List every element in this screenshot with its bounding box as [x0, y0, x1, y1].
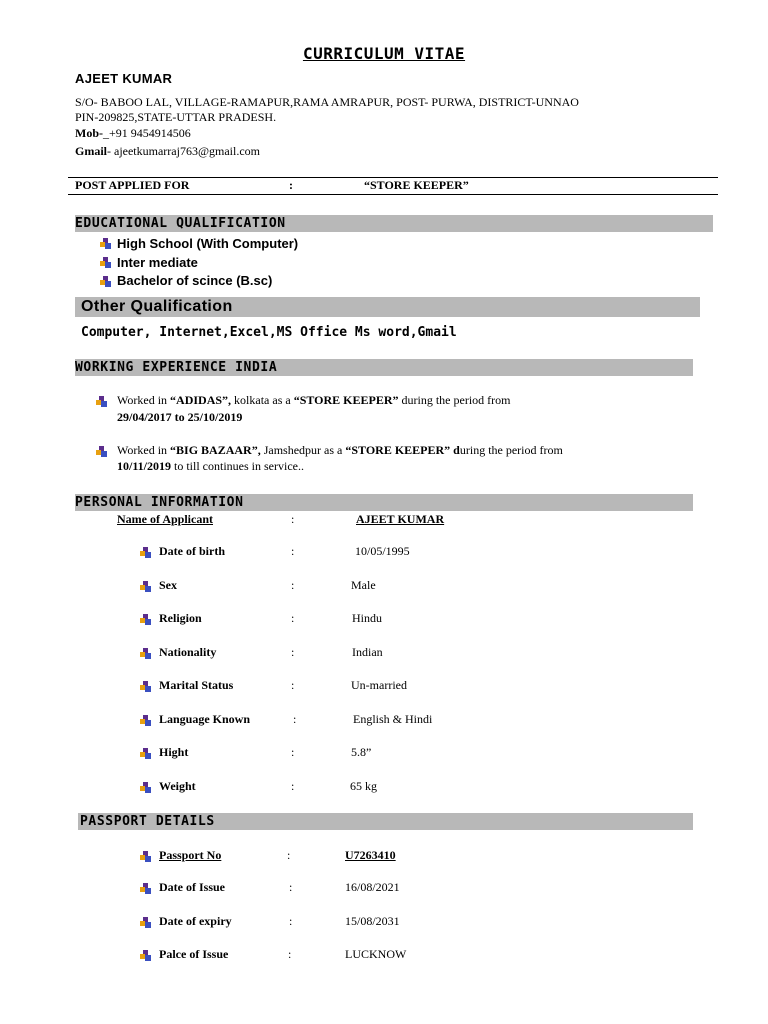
email-label: Gmail: [75, 144, 107, 158]
colon: :: [291, 779, 295, 793]
applicant-name: AJEET KUMAR: [75, 71, 173, 86]
field-value-height: 5.8”: [351, 745, 372, 759]
field-label-date-of-birth: Date of birth: [159, 544, 225, 558]
bullet-icon: [140, 614, 151, 625]
field-label-language-known: Language Known: [159, 712, 251, 726]
address-line-1: S/O- BABOO LAL, VILLAGE-RAMAPUR,RAMA AMRAPUR, POST- PURWA, DISTRICT-UNNAO: [75, 95, 579, 109]
colon: :: [291, 578, 295, 592]
field-value-date-of-birth: 10/05/1995: [355, 544, 410, 558]
field-label-nationality: Nationality: [159, 645, 217, 659]
field-label-date-of-expiry: Date of expiry: [159, 914, 232, 928]
experience-item-line1: [117, 443, 563, 458]
passport-heading: PASSPORT DETAILS: [80, 814, 215, 829]
field-value-date-of-expiry: 15/08/2031: [345, 914, 400, 928]
mobile-line: [75, 126, 191, 141]
field-value-language-known: English & Hindi: [353, 712, 433, 726]
colon: :: [291, 645, 295, 659]
colon: :: [293, 712, 297, 726]
field-label-date-of-issue: Date of Issue: [159, 880, 225, 894]
post-value: “STORE KEEPER”: [364, 178, 469, 192]
mobile-label: Mob-: [75, 126, 103, 140]
field-value-nationality: Indian: [352, 645, 383, 659]
divider-bottom: [68, 194, 718, 195]
colon: :: [287, 848, 291, 862]
company-name: “ADIDAS”,: [170, 393, 232, 407]
colon: :: [289, 880, 293, 894]
bullet-icon: [140, 851, 151, 862]
bullet-icon: [100, 276, 111, 287]
field-value-religion: Hindu: [352, 611, 382, 625]
bullet-icon: [96, 446, 107, 457]
field-label-sex: Sex: [159, 578, 177, 592]
bullet-icon: [100, 257, 111, 268]
field-label-marital-status: Marital Status: [159, 678, 234, 692]
experience-item-line2: [117, 459, 304, 474]
mobile-value: _+91 9454914506: [103, 126, 191, 140]
bullet-icon: [96, 396, 107, 407]
role-name: “STORE KEEPER”: [293, 393, 399, 407]
experience-text: kolkata as a: [231, 393, 294, 407]
post-colon: :: [289, 178, 293, 192]
experience-text: Worked in: [117, 443, 171, 457]
field-label-passport-no: Passport No: [159, 848, 222, 862]
experience-dates: 29/04/2017 to 25/10/2019: [117, 410, 243, 424]
document-title: CURRICULUM VITAE: [302, 44, 466, 63]
field-label-weight: Weight: [159, 779, 196, 793]
experience-dates: 10/11/2019: [117, 459, 172, 473]
role-name: “STORE KEEPER” d: [345, 443, 460, 457]
field-value-weight: 65 kg: [350, 779, 377, 793]
colon: :: [291, 678, 295, 692]
education-item: Bachelor of scince (B.sc): [117, 273, 273, 288]
field-value-marital-status: Un-married: [351, 678, 407, 692]
education-item: Inter mediate: [117, 255, 198, 270]
experience-text: during the period from: [398, 393, 511, 407]
bullet-icon: [140, 648, 151, 659]
bullet-icon: [140, 950, 151, 961]
experience-text: to till continues in service..: [171, 459, 304, 473]
post-label: POST APPLIED FOR: [75, 178, 190, 192]
bullet-icon: [100, 238, 111, 249]
field-value-passport-no: U7263410: [345, 848, 396, 862]
colon: :: [291, 544, 295, 558]
field-value-place-of-issue: LUCKNOW: [345, 947, 407, 961]
other-qualification-text: Computer, Internet,Excel,MS Office Ms word,Gmail: [81, 325, 457, 340]
field-label-height: Hight: [159, 745, 189, 759]
colon: :: [291, 512, 295, 526]
experience-item-line2: [117, 410, 242, 425]
colon: :: [288, 947, 292, 961]
bullet-icon: [140, 547, 151, 558]
field-value-date-of-issue: 16/08/2021: [345, 880, 400, 894]
field-value-sex: Male: [351, 578, 376, 592]
applicant-label: Name of Applicant: [117, 512, 213, 526]
bullet-icon: [140, 715, 151, 726]
colon: :: [291, 745, 295, 759]
address-line-2: PIN-209825,STATE-UTTAR PRADESH.: [75, 110, 277, 124]
applicant-value: AJEET KUMAR: [356, 512, 445, 526]
experience-heading: WORKING EXPERIENCE INDIA: [75, 360, 278, 375]
colon: :: [289, 914, 293, 928]
bullet-icon: [140, 917, 151, 928]
education-item: High School (With Computer): [117, 236, 299, 251]
bullet-icon: [140, 681, 151, 692]
experience-text: Jamshedpur as a: [260, 443, 346, 457]
education-heading: EDUCATIONAL QUALIFICATION: [75, 216, 286, 231]
bullet-icon: [140, 782, 151, 793]
bullet-icon: [140, 883, 151, 894]
field-label-religion: Religion: [159, 611, 202, 625]
bullet-icon: [140, 581, 151, 592]
colon: :: [291, 611, 295, 625]
experience-text: Worked in: [117, 393, 171, 407]
other-heading: Other Qualification: [81, 298, 233, 315]
experience-text: uring the period from: [459, 443, 563, 457]
email-value: - ajeetkumarraj763@gmail.com: [107, 144, 260, 158]
email-line: [75, 144, 260, 159]
experience-item-line1: [117, 393, 511, 408]
personal-heading: PERSONAL INFORMATION: [75, 495, 244, 510]
bullet-icon: [140, 748, 151, 759]
company-name: “BIG BAZAAR”,: [170, 443, 261, 457]
field-label-place-of-issue: Palce of Issue: [159, 947, 229, 961]
